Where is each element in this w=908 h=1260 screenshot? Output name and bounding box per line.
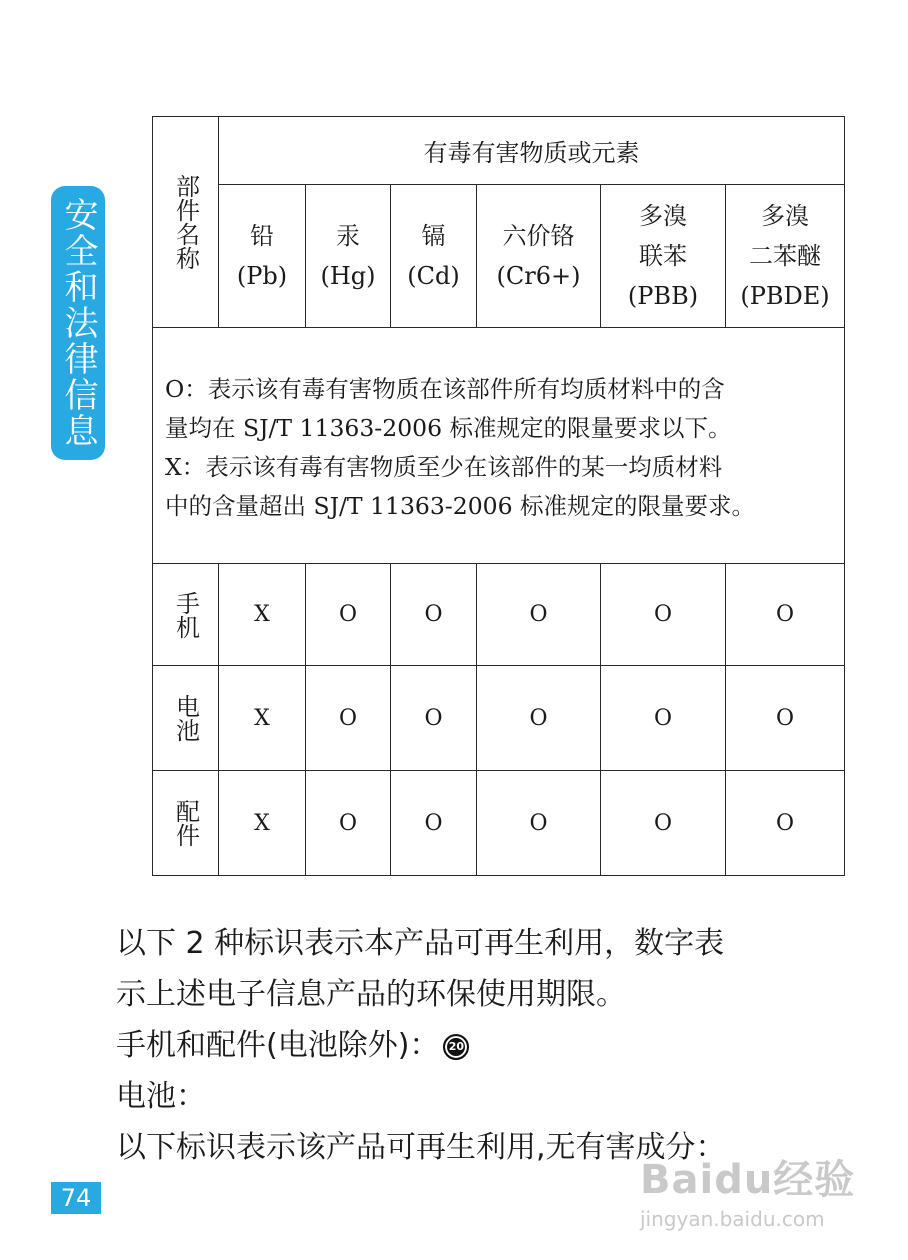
- body-line-text: 手机和配件(电池除外)：: [116, 1028, 440, 1063]
- part-name-header: 部件名称: [171, 174, 200, 270]
- section-tab-label: 安全和法律信息: [58, 197, 98, 449]
- substance-header-cell: [601, 185, 726, 328]
- watermark: [640, 1148, 880, 1248]
- body-line: 以下 2 种标识表示本产品可再生利用，数字表: [116, 926, 725, 961]
- cell-value: O: [653, 705, 673, 731]
- table-cell: [601, 771, 726, 876]
- table-cell: [306, 666, 391, 771]
- substance-pbde: 多溴 二苯醚 (PBDE): [740, 202, 830, 310]
- note-line: X：表示该有毒有害物质至少在该部件的某一均质材料: [165, 453, 723, 481]
- notes: [165, 370, 834, 526]
- table-row: [153, 771, 845, 876]
- section-tab: [51, 186, 105, 460]
- cell-value: O: [653, 602, 673, 627]
- hazardous-substances-table: [152, 116, 845, 876]
- table-cell: [219, 666, 306, 771]
- epup-logo-icon: 20: [443, 1034, 469, 1060]
- cell-value: X: [254, 810, 270, 836]
- watermark-logo: Baidu经验: [640, 1157, 856, 1203]
- cell-value: O: [776, 705, 795, 731]
- watermark-url: jingyan.baidu.com: [640, 1207, 825, 1231]
- group-header-cell: [219, 117, 845, 185]
- table-cell: [601, 564, 726, 666]
- part-name-header-cell: [153, 117, 219, 328]
- cell-value: O: [529, 602, 548, 627]
- row-name-cell: [153, 564, 219, 666]
- table-cell: [391, 771, 477, 876]
- notes-row: [153, 328, 845, 564]
- table-cell: [219, 564, 306, 666]
- note-line: O：表示该有毒有害物质在该部件所有均质材料中的含: [165, 375, 725, 403]
- notes-cell: [153, 328, 845, 564]
- table-cell: [219, 771, 306, 876]
- table-cell: [477, 771, 601, 876]
- group-header: 有毒有害物质或元素: [423, 139, 640, 167]
- table-cell: [726, 771, 845, 876]
- cell-value: O: [338, 705, 358, 731]
- page-number: 74: [51, 1182, 101, 1214]
- cell-value: O: [424, 602, 443, 627]
- table-cell: [477, 564, 601, 666]
- table-cell: [306, 771, 391, 876]
- table-cell: [391, 564, 477, 666]
- table-cell: [726, 666, 845, 771]
- substance-header-cell: [726, 185, 845, 328]
- substance-cadmium: 镉 (Cd): [407, 222, 460, 290]
- row-name-cell: [153, 666, 219, 771]
- substance-header-cell: [391, 185, 477, 328]
- cell-value: X: [254, 602, 270, 627]
- substance-header-cell: [477, 185, 601, 328]
- body-line: 以下标识表示该产品可再生利用,无有害成分：: [116, 1130, 726, 1165]
- substance-header-cell: [219, 185, 306, 328]
- cell-value: O: [776, 810, 795, 836]
- table-cell: [391, 666, 477, 771]
- body-line: 示上述电子信息产品的环保使用期限。: [116, 977, 626, 1012]
- table-header-row: [153, 117, 845, 185]
- note-line: 中的含量超出 SJ/T 11363-2006 标准规定的限量要求。: [165, 492, 756, 520]
- substance-header-row: [153, 185, 845, 328]
- cell-value: O: [424, 705, 443, 731]
- row-name: 手机: [171, 590, 200, 639]
- substance-header-cell: [306, 185, 391, 328]
- cell-value: O: [776, 602, 795, 627]
- substance-mercury: 汞 (Hg): [320, 222, 376, 290]
- table-cell: [306, 564, 391, 666]
- table-row: [153, 564, 845, 666]
- cell-value: O: [424, 810, 443, 836]
- table-cell: [601, 666, 726, 771]
- substance-lead: 铅 (Pb): [236, 222, 288, 290]
- row-name: 配件: [171, 799, 200, 847]
- cell-value: X: [254, 705, 270, 731]
- row-name-cell: [153, 771, 219, 876]
- cell-value: O: [338, 602, 358, 627]
- cell-value: O: [338, 810, 358, 836]
- table-row: [153, 666, 845, 771]
- body-line: [116, 1020, 876, 1071]
- note-line: 量均在 SJ/T 11363-2006 标准规定的限量要求以下。: [165, 414, 732, 442]
- row-name: 电池: [171, 694, 200, 742]
- table-cell: [477, 666, 601, 771]
- cell-value: O: [653, 810, 673, 836]
- cell-value: O: [529, 810, 548, 836]
- body-line: 电池：: [116, 1079, 206, 1114]
- table-cell: [726, 564, 845, 666]
- cell-value: O: [529, 705, 548, 731]
- substance-pbb: 多溴 联苯 (PBB): [627, 202, 699, 310]
- body-text: [116, 918, 876, 1173]
- substance-chromium: 六价铬 (Cr6+): [496, 222, 581, 290]
